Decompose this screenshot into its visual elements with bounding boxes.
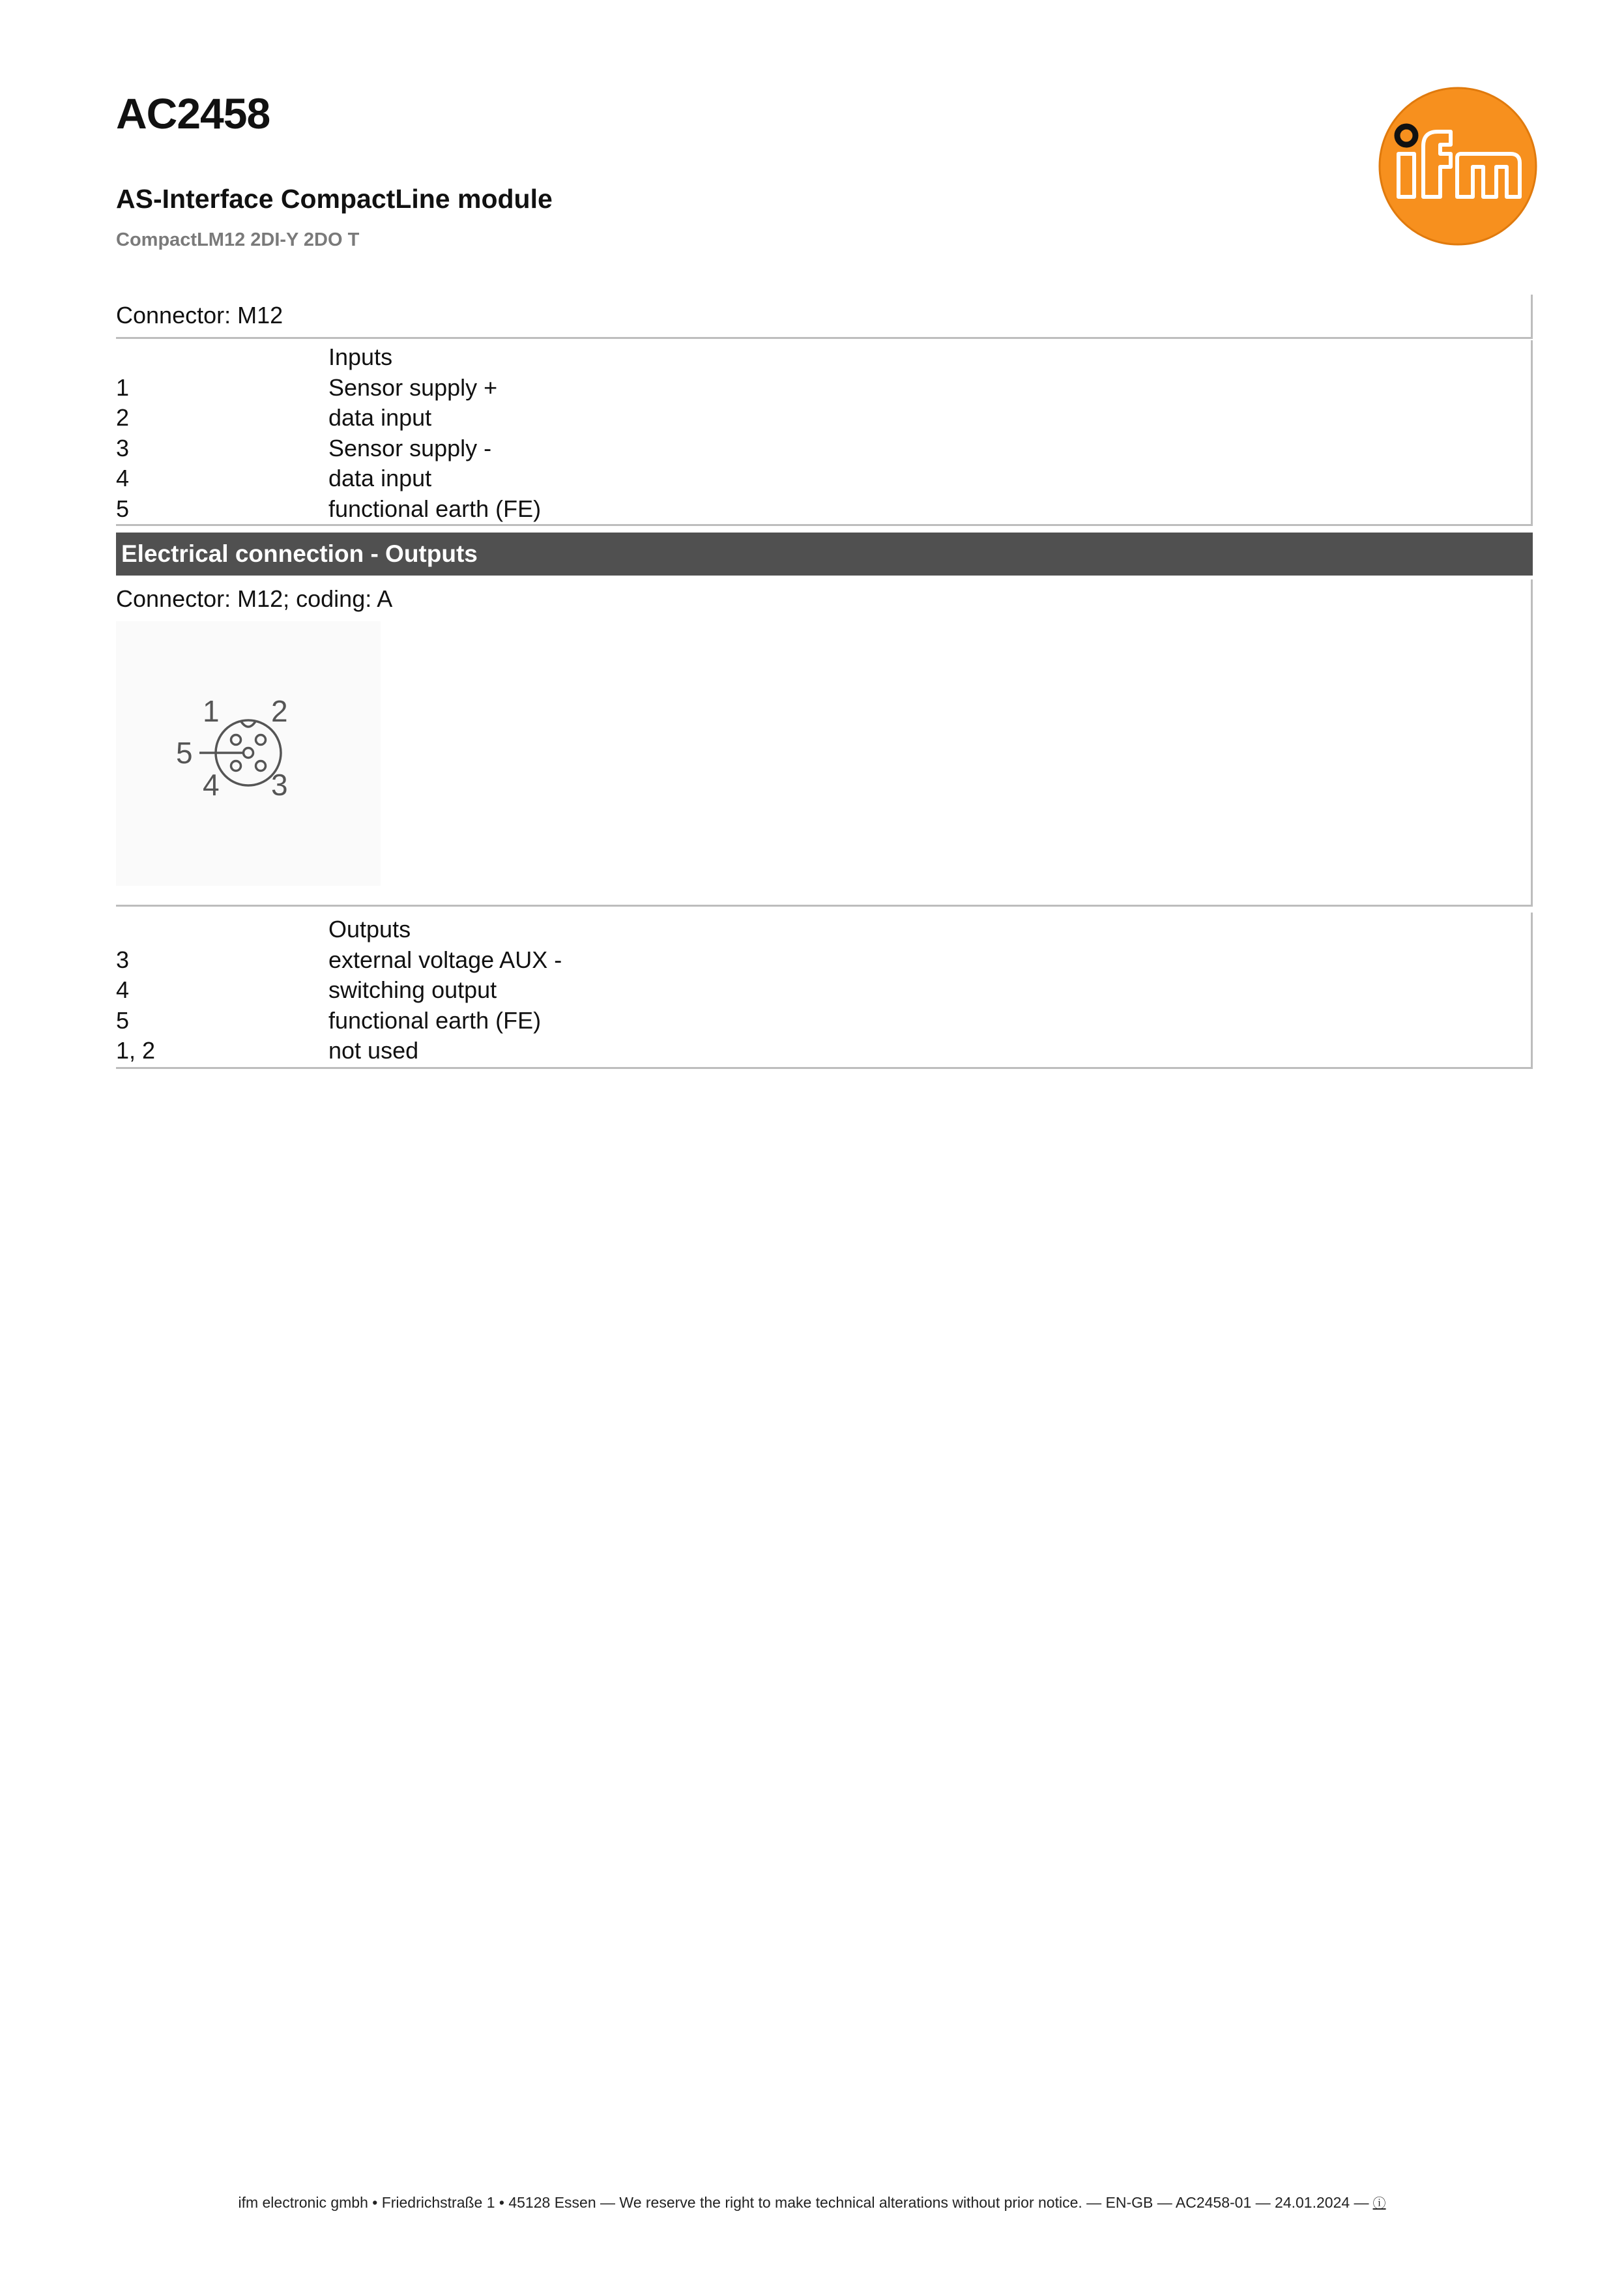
- pin-function: functional earth (FE): [328, 1006, 542, 1034]
- page-footer: [0, 2193, 1624, 2212]
- inputs-connector-label: Connector: M12: [116, 302, 283, 329]
- product-subtitle: CompactLM12 2DI-Y 2DO T: [116, 229, 360, 250]
- outputs-table-header-row: [116, 914, 1531, 944]
- pin-label-5: 5: [176, 736, 193, 770]
- pin-number: 5: [116, 1006, 130, 1034]
- pin-number: 4: [116, 465, 130, 491]
- table-row: [116, 433, 1531, 463]
- pin-number: 3: [116, 434, 130, 461]
- pin-number: 2: [116, 404, 130, 431]
- pin-label-4: 4: [203, 768, 220, 802]
- product-title: AS-Interface CompactLine module: [116, 184, 553, 214]
- product-code: AC2458: [116, 89, 270, 138]
- footer-mark-icon: ⓘ: [1372, 2197, 1386, 2211]
- pin-label-2: 2: [271, 694, 288, 728]
- pin-label-1: 1: [203, 694, 220, 728]
- pin-label-3: 3: [271, 768, 288, 802]
- inputs-connector-box: [116, 295, 1533, 339]
- table-row: [116, 944, 1531, 975]
- table-row: [116, 974, 1531, 1005]
- table-row: [116, 402, 1531, 433]
- inputs-heading: Inputs: [328, 344, 393, 370]
- pin-function: functional earth (FE): [328, 495, 542, 522]
- outputs-heading: Outputs: [328, 916, 411, 943]
- table-row: [116, 463, 1531, 493]
- pin-function: Sensor supply +: [328, 373, 498, 401]
- table-row: [116, 1035, 1531, 1066]
- pin-function: Sensor supply -: [328, 434, 492, 461]
- pin-number: 1: [116, 373, 130, 401]
- pin-function: data input: [328, 404, 432, 431]
- section-heading-outputs: Electrical connection - Outputs: [116, 533, 1533, 576]
- pin-number: 5: [116, 495, 130, 522]
- pin-number: 1, 2: [116, 1037, 156, 1064]
- footer-text: ifm electronic gmbh • Friedrichstraße 1 • 45128 Essen — We reserve the right to make technical alterations without prior notice. — EN-GB — AC2458-01 — 24.01.2024 —: [238, 2194, 1369, 2211]
- inputs-table-header-row: [116, 342, 1531, 372]
- outputs-connector-box: [116, 579, 1533, 907]
- pin-function: not used: [328, 1037, 419, 1064]
- table-row: [116, 1005, 1531, 1036]
- ifm-logo: [1378, 86, 1538, 246]
- outputs-connector-label: Connector: M12; coding: A: [116, 585, 393, 612]
- inputs-pin-table: [116, 340, 1533, 526]
- m12-connector-diagram: [116, 621, 381, 886]
- pin-number: 3: [116, 946, 130, 973]
- pin-function: data input: [328, 465, 432, 491]
- pin-function: switching output: [328, 976, 497, 1003]
- pin-number: 4: [116, 976, 130, 1003]
- table-row: [116, 372, 1531, 403]
- table-row: [116, 493, 1531, 524]
- pin-function: external voltage AUX -: [328, 946, 562, 973]
- outputs-pin-table: [116, 913, 1533, 1069]
